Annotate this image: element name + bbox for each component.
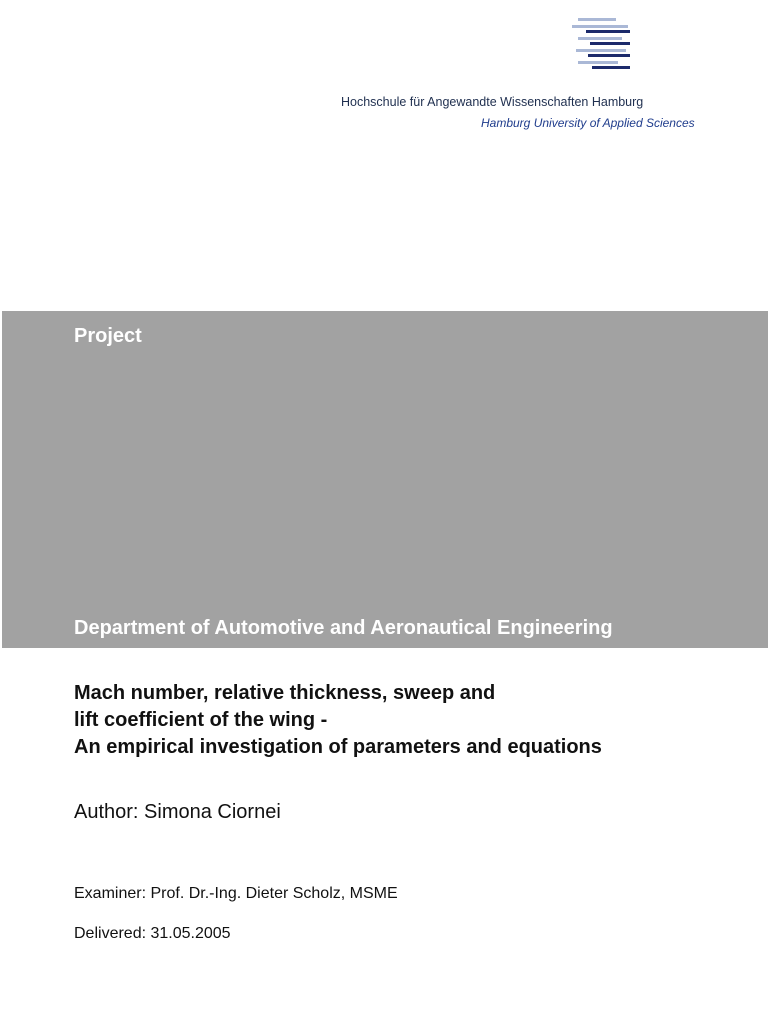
examiner-line: Examiner: Prof. Dr.-Ing. Dieter Scholz, MSME: [74, 885, 398, 902]
university-name-german: Hochschule für Angewandte Wissenschaften Hamburg: [341, 95, 644, 109]
header-band: [2, 311, 768, 648]
university-logo: [572, 18, 634, 76]
title-line: lift coefficient of the wing -: [74, 709, 328, 731]
delivered-date: Delivered: 31.05.2005: [74, 925, 231, 942]
author-line: Author: Simona Ciornei: [74, 801, 281, 823]
title-line: Mach number, relative thickness, sweep and: [74, 682, 496, 704]
title-line: An empirical investigation of parameters and equations: [74, 736, 602, 758]
department-label: Department of Automotive and Aeronautical Engineering: [74, 617, 613, 639]
university-name-english: Hamburg University of Applied Sciences: [481, 116, 695, 130]
document-title: [74, 680, 602, 761]
document-type-label: Project: [74, 325, 142, 347]
